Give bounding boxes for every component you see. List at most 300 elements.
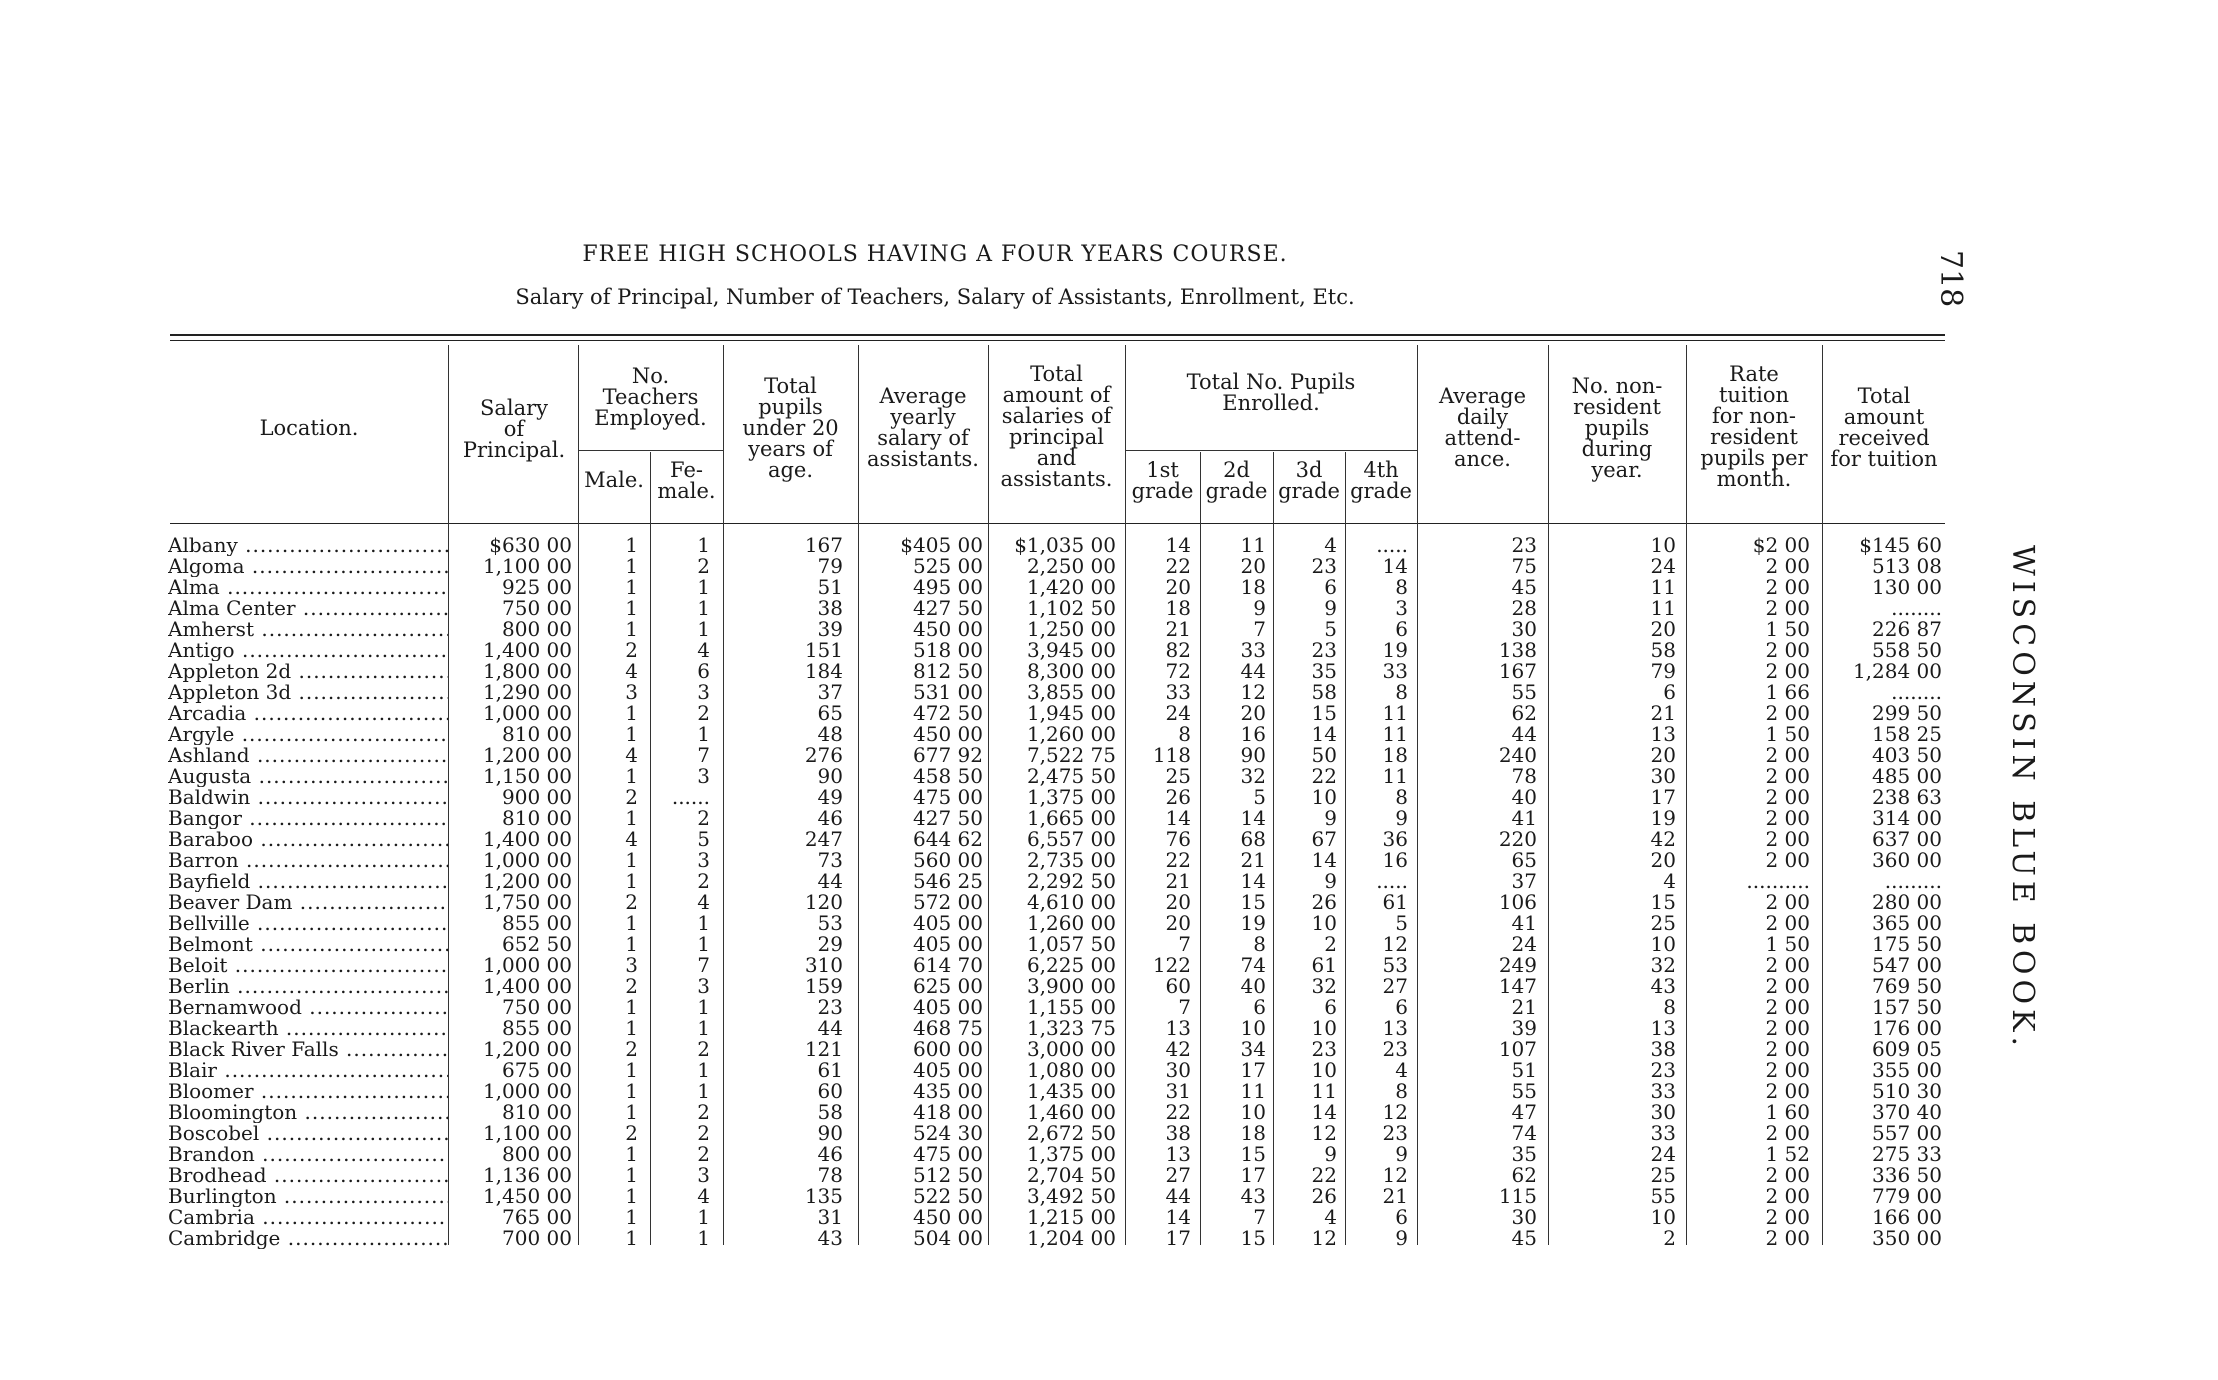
- cell-tuition: 637 00: [1872, 827, 1942, 851]
- cell-attendance: 55: [1511, 680, 1537, 704]
- cell-male: 2: [625, 890, 638, 914]
- cell-g2: 40: [1240, 974, 1266, 998]
- cell-male: 3: [625, 953, 638, 977]
- cell-salary: 1,200 00: [482, 743, 572, 767]
- cell-female: 7: [697, 743, 710, 767]
- cell-g4: 8: [1395, 575, 1408, 599]
- cell-g1: 30: [1165, 1058, 1191, 1082]
- cell-salary: 855 00: [502, 1016, 572, 1040]
- cell-avg-salary: 475 00: [913, 1142, 983, 1166]
- cell-g3: 23: [1311, 1037, 1337, 1061]
- cell-rate: 2 00: [1765, 554, 1810, 578]
- cell-under20: 53: [817, 911, 843, 935]
- cell-g1: 20: [1165, 575, 1191, 599]
- cell-salary: 1,450 00: [482, 1184, 572, 1208]
- table-row: [0, 535, 2218, 556]
- cell-male: 1: [625, 848, 638, 872]
- cell-location: Ashland .....: [168, 745, 448, 766]
- cell-g4: .....: [1376, 533, 1408, 557]
- cell-avg-salary: 644 62: [913, 827, 983, 851]
- cell-tuition: 130 00: [1872, 575, 1942, 599]
- cell-g4: 9: [1395, 1142, 1408, 1166]
- cell-g2: 12: [1240, 680, 1266, 704]
- cell-under20: 31: [817, 1205, 843, 1229]
- cell-location: Amherst .....: [168, 619, 448, 640]
- cell-location: Algoma .....: [168, 556, 448, 577]
- cell-g1: 18: [1165, 596, 1191, 620]
- cell-female: 1: [697, 932, 710, 956]
- cell-g2: 14: [1240, 806, 1266, 830]
- cell-g3: 26: [1311, 890, 1337, 914]
- cell-g3: 4: [1324, 1205, 1337, 1229]
- cell-under20: 184: [804, 659, 843, 683]
- cell-g2: 7: [1253, 617, 1266, 641]
- cell-salary: 1,136 00: [482, 1163, 572, 1187]
- table-row: [0, 1102, 2218, 1123]
- cell-g3: 9: [1324, 1142, 1337, 1166]
- cell-nonresident: 20: [1650, 743, 1676, 767]
- cell-g2: 11: [1240, 1079, 1266, 1103]
- cell-location: Alma Center .....: [168, 598, 448, 619]
- cell-rate: 2 00: [1765, 974, 1810, 998]
- header-female: Fe- male.: [657, 458, 716, 503]
- cell-g1: 20: [1165, 890, 1191, 914]
- cell-g4: 14: [1382, 554, 1408, 578]
- cell-total-salaries: 3,492 50: [1026, 1184, 1116, 1208]
- cell-female: 1: [697, 575, 710, 599]
- cell-g3: 22: [1311, 764, 1337, 788]
- cell-male: 1: [625, 533, 638, 557]
- cell-tuition: 769 50: [1872, 974, 1942, 998]
- cell-under20: 151: [804, 638, 843, 662]
- cell-total-salaries: 1,155 00: [1026, 995, 1116, 1019]
- cell-avg-salary: 458 50: [913, 764, 983, 788]
- cell-male: 1: [625, 701, 638, 725]
- cell-avg-salary: 546 25: [913, 869, 983, 893]
- cell-total-salaries: 1,375 00: [1026, 785, 1116, 809]
- cell-location: Brodhead .....: [168, 1165, 448, 1186]
- cell-avg-salary: 504 00: [913, 1226, 983, 1250]
- header-bottom-rule: [170, 523, 1945, 524]
- cell-nonresident: 11: [1650, 596, 1676, 620]
- cell-male: 2: [625, 1121, 638, 1145]
- cell-g1: 22: [1165, 848, 1191, 872]
- cell-g3: 6: [1324, 995, 1337, 1019]
- cell-g2: 14: [1240, 869, 1266, 893]
- cell-tuition: 336 50: [1872, 1163, 1942, 1187]
- cell-female: 6: [697, 659, 710, 683]
- cell-rate: 2 00: [1765, 701, 1810, 725]
- cell-nonresident: 25: [1650, 1163, 1676, 1187]
- cell-under20: 167: [804, 533, 843, 557]
- cell-g2: 15: [1240, 890, 1266, 914]
- header-grade-3: 3d grade: [1278, 458, 1340, 503]
- cell-female: 3: [697, 974, 710, 998]
- cell-nonresident: 10: [1650, 932, 1676, 956]
- cell-location: Berlin .....: [168, 976, 448, 997]
- cell-g1: 118: [1152, 743, 1191, 767]
- cell-attendance: 65: [1511, 848, 1537, 872]
- cell-avg-salary: 531 00: [913, 680, 983, 704]
- table-row: [0, 892, 2218, 913]
- cell-rate: 2 00: [1765, 596, 1810, 620]
- cell-g3: 35: [1311, 659, 1337, 683]
- cell-total-salaries: 7,522 75: [1026, 743, 1116, 767]
- enrolled-subheader-rule: [1125, 450, 1417, 451]
- cell-total-salaries: 3,900 00: [1026, 974, 1116, 998]
- cell-total-salaries: 3,000 00: [1026, 1037, 1116, 1061]
- cell-nonresident: 15: [1650, 890, 1676, 914]
- cell-salary: 810 00: [502, 806, 572, 830]
- cell-g3: 67: [1311, 827, 1337, 851]
- cell-total-salaries: 6,557 00: [1026, 827, 1116, 851]
- cell-g3: 9: [1324, 596, 1337, 620]
- cell-avg-salary: 435 00: [913, 1079, 983, 1103]
- cell-g1: 22: [1165, 554, 1191, 578]
- cell-g4: .....: [1376, 869, 1408, 893]
- cell-g4: 27: [1382, 974, 1408, 998]
- cell-g2: 43: [1240, 1184, 1266, 1208]
- cell-female: 1: [697, 1226, 710, 1250]
- cell-total-salaries: 1,260 00: [1026, 911, 1116, 935]
- cell-g3: 50: [1311, 743, 1337, 767]
- cell-female: 4: [697, 638, 710, 662]
- cell-avg-salary: 495 00: [913, 575, 983, 599]
- cell-rate: 2 00: [1765, 806, 1810, 830]
- cell-under20: 44: [817, 1016, 843, 1040]
- cell-attendance: 75: [1511, 554, 1537, 578]
- cell-attendance: 51: [1511, 1058, 1537, 1082]
- cell-rate: 2 00: [1765, 1184, 1810, 1208]
- cell-g4: 19: [1382, 638, 1408, 662]
- cell-g3: 58: [1311, 680, 1337, 704]
- cell-g1: 21: [1165, 869, 1191, 893]
- cell-g2: 9: [1253, 596, 1266, 620]
- cell-tuition: 280 00: [1872, 890, 1942, 914]
- cell-g1: 122: [1152, 953, 1191, 977]
- cell-location: Alma .....: [168, 577, 448, 598]
- cell-location: Beloit .....: [168, 955, 448, 976]
- cell-avg-salary: 614 70: [913, 953, 983, 977]
- cell-rate: 2 00: [1765, 1205, 1810, 1229]
- table-row: [0, 934, 2218, 955]
- page-number: 718: [1933, 250, 1968, 308]
- cell-attendance: 115: [1498, 1184, 1537, 1208]
- cell-tuition: 510 30: [1872, 1079, 1942, 1103]
- cell-g3: 26: [1311, 1184, 1337, 1208]
- cell-nonresident: 17: [1650, 785, 1676, 809]
- cell-salary: 1,800 00: [482, 659, 572, 683]
- cell-nonresident: 43: [1650, 974, 1676, 998]
- cell-location: Antigo .....: [168, 640, 448, 661]
- cell-tuition: 558 50: [1872, 638, 1942, 662]
- cell-total-salaries: 4,610 00: [1026, 890, 1116, 914]
- cell-female: 2: [697, 1142, 710, 1166]
- cell-g2: 15: [1240, 1226, 1266, 1250]
- cell-location: Bloomer .....: [168, 1081, 448, 1102]
- cell-attendance: 41: [1511, 806, 1537, 830]
- cell-attendance: 40: [1511, 785, 1537, 809]
- cell-female: 1: [697, 617, 710, 641]
- cell-salary: 750 00: [502, 995, 572, 1019]
- cell-nonresident: 32: [1650, 953, 1676, 977]
- cell-under20: 310: [804, 953, 843, 977]
- cell-female: 4: [697, 1184, 710, 1208]
- cell-total-salaries: 6,225 00: [1026, 953, 1116, 977]
- cell-tuition: 365 00: [1872, 911, 1942, 935]
- cell-g1: 17: [1165, 1226, 1191, 1250]
- cell-g2: 7: [1253, 1205, 1266, 1229]
- table-row: [0, 1039, 2218, 1060]
- cell-salary: 750 00: [502, 596, 572, 620]
- table-row: [0, 640, 2218, 661]
- cell-g1: 21: [1165, 617, 1191, 641]
- header-male: Male.: [584, 468, 644, 492]
- cell-total-salaries: 1,323 75: [1026, 1016, 1116, 1040]
- table-row: [0, 1123, 2218, 1144]
- cell-salary: 1,100 00: [482, 554, 572, 578]
- cell-location: Bellville .....: [168, 913, 448, 934]
- cell-under20: 247: [804, 827, 843, 851]
- cell-attendance: 45: [1511, 575, 1537, 599]
- cell-tuition: 1,284 00: [1852, 659, 1942, 683]
- cell-female: 3: [697, 764, 710, 788]
- cell-g2: 10: [1240, 1016, 1266, 1040]
- cell-avg-salary: 524 30: [913, 1121, 983, 1145]
- cell-salary: 900 00: [502, 785, 572, 809]
- cell-avg-salary: 405 00: [913, 995, 983, 1019]
- cell-avg-salary: 450 00: [913, 722, 983, 746]
- cell-nonresident: 30: [1650, 764, 1676, 788]
- top-rule: [170, 334, 1945, 336]
- cell-g1: 72: [1165, 659, 1191, 683]
- cell-g2: 18: [1240, 1121, 1266, 1145]
- cell-male: 2: [625, 974, 638, 998]
- cell-under20: 78: [817, 1163, 843, 1187]
- cell-male: 2: [625, 1037, 638, 1061]
- table-row: [0, 1207, 2218, 1228]
- cell-salary: 800 00: [502, 617, 572, 641]
- cell-g3: 14: [1311, 722, 1337, 746]
- cell-total-salaries: 2,735 00: [1026, 848, 1116, 872]
- cell-tuition: 355 00: [1872, 1058, 1942, 1082]
- table-row: [0, 1060, 2218, 1081]
- cell-under20: 38: [817, 596, 843, 620]
- cell-male: 1: [625, 722, 638, 746]
- cell-male: 1: [625, 932, 638, 956]
- cell-attendance: 167: [1498, 659, 1537, 683]
- cell-total-salaries: 2,475 50: [1026, 764, 1116, 788]
- cell-g4: 18: [1382, 743, 1408, 767]
- cell-g1: 7: [1178, 995, 1191, 1019]
- cell-location: Albany .....: [168, 535, 448, 556]
- cell-female: 5: [697, 827, 710, 851]
- cell-nonresident: 20: [1650, 617, 1676, 641]
- cell-total-salaries: 1,080 00: [1026, 1058, 1116, 1082]
- cell-tuition: 350 00: [1872, 1226, 1942, 1250]
- table-row: [0, 577, 2218, 598]
- cell-nonresident: 20: [1650, 848, 1676, 872]
- cell-under20: 46: [817, 806, 843, 830]
- cell-female: 1: [697, 995, 710, 1019]
- cell-female: 2: [697, 806, 710, 830]
- cell-location: Baldwin .....: [168, 787, 448, 808]
- cell-g1: 31: [1165, 1079, 1191, 1103]
- cell-female: 1: [697, 1205, 710, 1229]
- table-row: [0, 1228, 2218, 1249]
- cell-g3: 61: [1311, 953, 1337, 977]
- cell-tuition: 238 63: [1872, 785, 1942, 809]
- cell-location: Barron .....: [168, 850, 448, 871]
- cell-avg-salary: 472 50: [913, 701, 983, 725]
- header-avg-salary-assistants: Average yearly salary of assistants.: [867, 384, 979, 471]
- cell-g1: 22: [1165, 1100, 1191, 1124]
- cell-under20: 58: [817, 1100, 843, 1124]
- cell-under20: 159: [804, 974, 843, 998]
- cell-attendance: 23: [1511, 533, 1537, 557]
- table-row: [0, 1144, 2218, 1165]
- table-row: [0, 871, 2218, 892]
- cell-total-salaries: 1,460 00: [1026, 1100, 1116, 1124]
- cell-total-salaries: 1,435 00: [1026, 1079, 1116, 1103]
- table-row: [0, 619, 2218, 640]
- cell-g1: 82: [1165, 638, 1191, 662]
- cell-avg-salary: 405 00: [913, 911, 983, 935]
- cell-rate: 2 00: [1765, 764, 1810, 788]
- cell-g3: 4: [1324, 533, 1337, 557]
- cell-male: 1: [625, 995, 638, 1019]
- cell-nonresident: 10: [1650, 1205, 1676, 1229]
- cell-female: 3: [697, 1163, 710, 1187]
- cell-g4: 8: [1395, 785, 1408, 809]
- cell-g1: 42: [1165, 1037, 1191, 1061]
- cell-g3: 23: [1311, 638, 1337, 662]
- header-avg-attendance: Average daily attend- ance.: [1438, 384, 1527, 471]
- table-row: [0, 724, 2218, 745]
- cell-g2: 5: [1253, 785, 1266, 809]
- cell-nonresident: 11: [1650, 575, 1676, 599]
- cell-g4: 11: [1382, 701, 1408, 725]
- cell-male: 1: [625, 1205, 638, 1229]
- cell-total-salaries: 2,704 50: [1026, 1163, 1116, 1187]
- header-total-salaries: Total amount of salaries of principal and assistants.: [1000, 362, 1113, 491]
- cell-g2: 10: [1240, 1100, 1266, 1124]
- table-row: [0, 829, 2218, 850]
- cell-under20: 90: [817, 1121, 843, 1145]
- cell-tuition: 175 50: [1872, 932, 1942, 956]
- table-row: [0, 850, 2218, 871]
- cell-tuition: 360 00: [1872, 848, 1942, 872]
- cell-nonresident: 30: [1650, 1100, 1676, 1124]
- cell-avg-salary: $405 00: [900, 533, 983, 557]
- table-row: [0, 1165, 2218, 1186]
- cell-avg-salary: 677 92: [913, 743, 983, 767]
- cell-male: 1: [625, 1184, 638, 1208]
- cell-total-salaries: 1,215 00: [1026, 1205, 1116, 1229]
- cell-male: 1: [625, 617, 638, 641]
- cell-g1: 27: [1165, 1163, 1191, 1187]
- cell-male: 1: [625, 869, 638, 893]
- cell-g4: 13: [1382, 1016, 1408, 1040]
- cell-location: Cambridge .....: [168, 1228, 448, 1249]
- cell-male: 1: [625, 1100, 638, 1124]
- cell-salary: 1,000 00: [482, 1079, 572, 1103]
- cell-rate: 2 00: [1765, 743, 1810, 767]
- cell-location: Cambria .....: [168, 1207, 448, 1228]
- cell-rate: $2 00: [1752, 533, 1810, 557]
- cell-rate: 2 00: [1765, 785, 1810, 809]
- cell-under20: 65: [817, 701, 843, 725]
- cell-g2: 33: [1240, 638, 1266, 662]
- cell-attendance: 44: [1511, 722, 1537, 746]
- cell-g3: 10: [1311, 1058, 1337, 1082]
- cell-male: 1: [625, 764, 638, 788]
- cell-attendance: 78: [1511, 764, 1537, 788]
- cell-nonresident: 8: [1663, 995, 1676, 1019]
- cell-g1: 38: [1165, 1121, 1191, 1145]
- cell-salary: 1,150 00: [482, 764, 572, 788]
- cell-total-salaries: 2,292 50: [1026, 869, 1116, 893]
- cell-total-salaries: 1,665 00: [1026, 806, 1116, 830]
- cell-g4: 36: [1382, 827, 1408, 851]
- cell-g4: 12: [1382, 1163, 1408, 1187]
- cell-salary: 855 00: [502, 911, 572, 935]
- cell-rate: 2 00: [1765, 827, 1810, 851]
- cell-nonresident: 13: [1650, 722, 1676, 746]
- cell-g4: 9: [1395, 806, 1408, 830]
- cell-g4: 5: [1395, 911, 1408, 935]
- cell-g2: 32: [1240, 764, 1266, 788]
- cell-avg-salary: 468 75: [913, 1016, 983, 1040]
- running-head: WISCONSIN BLUE BOOK.: [2005, 545, 2040, 1052]
- cell-nonresident: 25: [1650, 911, 1676, 935]
- cell-attendance: 62: [1511, 701, 1537, 725]
- cell-rate: 1 50: [1765, 617, 1810, 641]
- cell-g3: 9: [1324, 869, 1337, 893]
- cell-total-salaries: 1,945 00: [1026, 701, 1116, 725]
- cell-salary: 1,400 00: [482, 974, 572, 998]
- cell-total-salaries: 1,375 00: [1026, 1142, 1116, 1166]
- cell-g3: 22: [1311, 1163, 1337, 1187]
- cell-female: ......: [671, 785, 710, 809]
- cell-avg-salary: 522 50: [913, 1184, 983, 1208]
- cell-attendance: 21: [1511, 995, 1537, 1019]
- table-row: [0, 745, 2218, 766]
- table-row: [0, 682, 2218, 703]
- cell-under20: 121: [804, 1037, 843, 1061]
- cell-tuition: ........: [1891, 680, 1942, 704]
- cell-male: 1: [625, 806, 638, 830]
- cell-tuition: 557 00: [1872, 1121, 1942, 1145]
- cell-nonresident: 24: [1650, 554, 1676, 578]
- cell-attendance: 249: [1498, 953, 1537, 977]
- cell-salary: 765 00: [502, 1205, 572, 1229]
- cell-nonresident: 6: [1663, 680, 1676, 704]
- cell-nonresident: 33: [1650, 1079, 1676, 1103]
- cell-nonresident: 42: [1650, 827, 1676, 851]
- cell-male: 4: [625, 659, 638, 683]
- table-row: [0, 787, 2218, 808]
- cell-tuition: 609 05: [1872, 1037, 1942, 1061]
- cell-under20: 44: [817, 869, 843, 893]
- cell-location: Appleton 2d .....: [168, 661, 448, 682]
- cell-g2: 17: [1240, 1163, 1266, 1187]
- cell-location: Bayfield .....: [168, 871, 448, 892]
- cell-g3: 12: [1311, 1226, 1337, 1250]
- cell-g1: 14: [1165, 533, 1191, 557]
- cell-attendance: 240: [1498, 743, 1537, 767]
- cell-under20: 23: [817, 995, 843, 1019]
